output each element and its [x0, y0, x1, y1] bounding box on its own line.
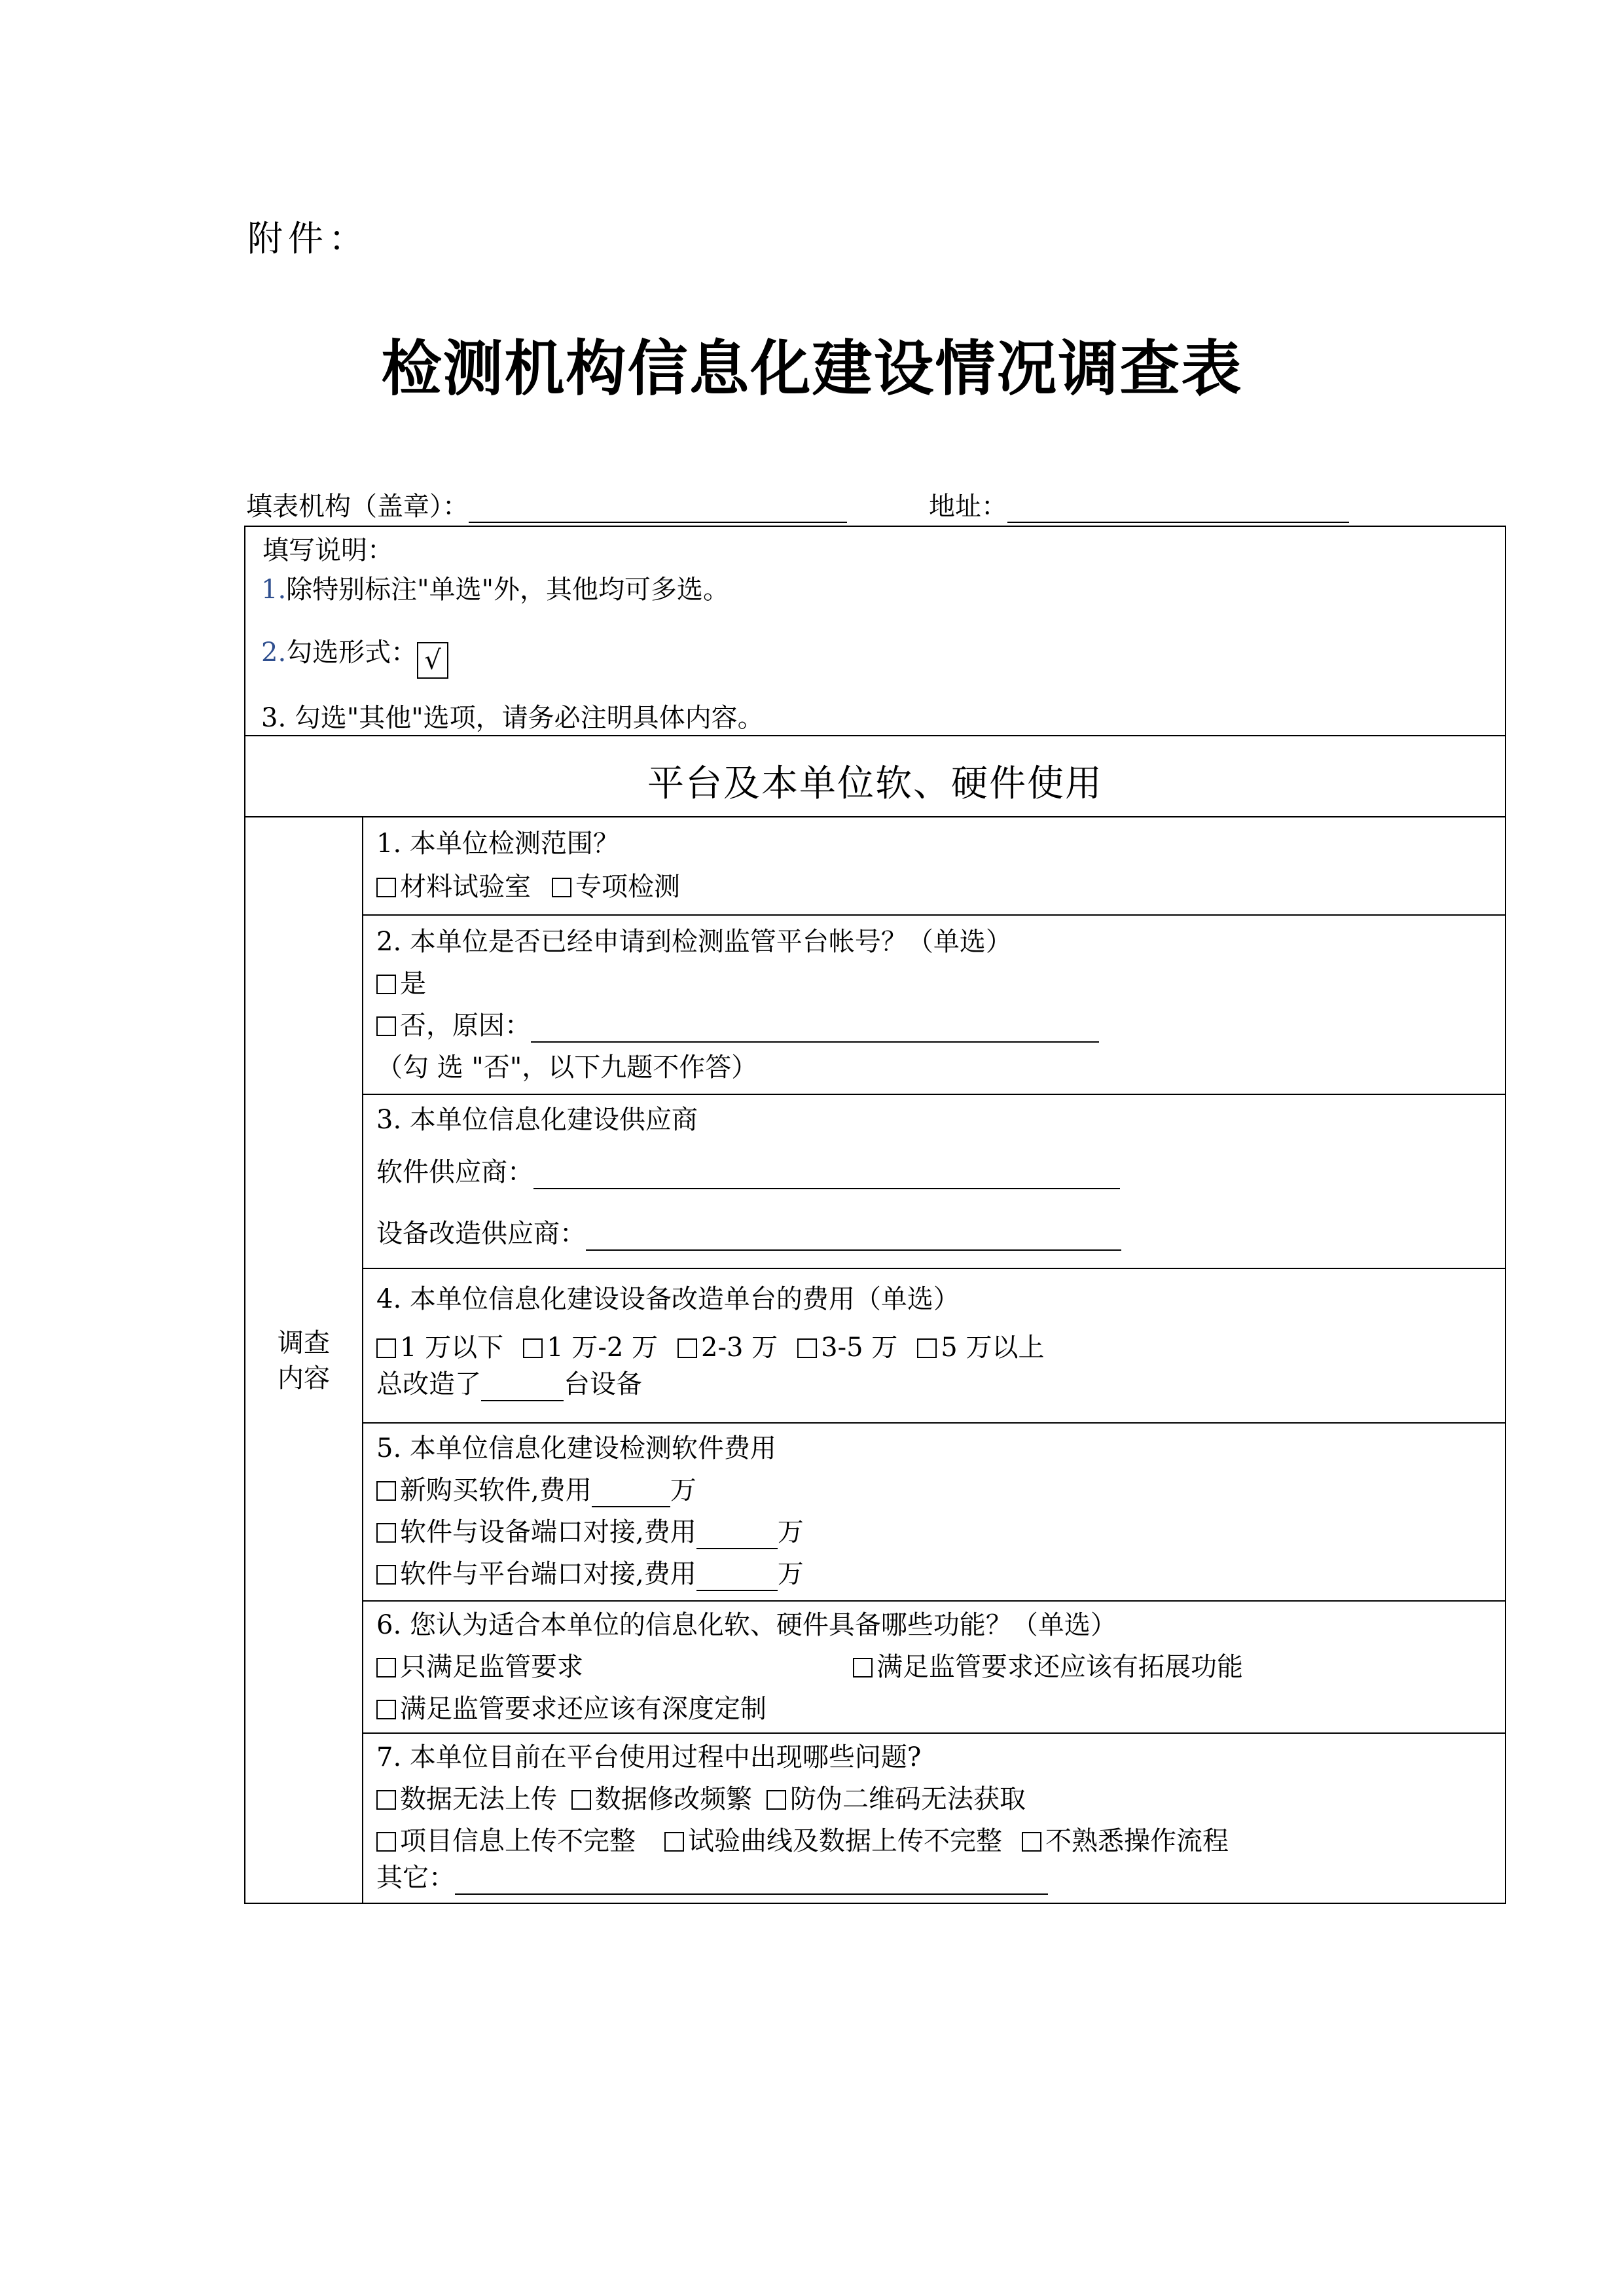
instruction-2-num: 2. — [261, 637, 287, 668]
q4-opt3: 2-3 万 — [701, 1333, 778, 1363]
q5-unit: 万 — [670, 1475, 696, 1505]
q7-other — [376, 1861, 1048, 1895]
q7-opt6: 不熟悉操作流程 — [1045, 1826, 1229, 1856]
q5-opt3-label: 软件与平台端口对接,费用 — [400, 1559, 696, 1589]
side-label-line2: 内容 — [278, 1363, 330, 1393]
q2-no — [376, 1009, 1099, 1043]
q2-yes-label: 是 — [400, 969, 426, 999]
q7-opt1: 数据无法上传 — [400, 1784, 557, 1814]
checkbox[interactable] — [376, 1658, 396, 1677]
q5-opt3-field[interactable] — [696, 1562, 778, 1591]
q7-row1 — [376, 1782, 1026, 1816]
q6-opt1-label: 只满足监管要求 — [400, 1652, 583, 1682]
checkmark-icon: √ — [417, 642, 448, 679]
q2-yes — [376, 967, 426, 1001]
checkbox[interactable] — [376, 878, 396, 897]
survey-table — [244, 526, 1506, 1904]
instruction-1-num: 1. — [261, 575, 287, 605]
address-field[interactable] — [1007, 495, 1349, 523]
q4-total — [376, 1367, 642, 1401]
row-divider — [362, 914, 1505, 916]
checkbox[interactable] — [376, 975, 396, 994]
q6-title: 6. 您认为适合本单位的信息化软、硬件具备哪些功能？（单选） — [376, 1610, 1117, 1640]
q5-opt2-label: 软件与设备端口对接,费用 — [400, 1517, 696, 1547]
q7-opt5: 试验曲线及数据上传不完整 — [688, 1826, 1002, 1856]
org-label: 填表机构（盖章）： — [246, 492, 469, 522]
q6-opt3 — [376, 1692, 767, 1726]
q5-opt1-label: 新购买软件,费用 — [400, 1475, 592, 1505]
checkbox[interactable] — [677, 1338, 697, 1358]
q7-other-field[interactable] — [455, 1866, 1048, 1895]
instruction-2-text: 勾选形式： — [286, 637, 418, 668]
q7-opt2: 数据修改频繁 — [595, 1784, 752, 1814]
q5-title: 5. 本单位信息化建设检测软件费用 — [376, 1433, 776, 1463]
side-label-line1: 调查 — [278, 1328, 330, 1358]
q4-opt2: 1 万-2 万 — [547, 1333, 659, 1363]
q5-opt2 — [376, 1515, 804, 1549]
checkbox[interactable] — [376, 1016, 396, 1036]
q3-equipment-label: 设备改造供应商： — [376, 1219, 586, 1249]
checkbox[interactable] — [376, 1790, 396, 1810]
page-title: 检测机构信息化建设情况调查表 — [381, 334, 1243, 404]
checkbox[interactable] — [853, 1658, 873, 1677]
attachment-label: 附件： — [247, 218, 369, 259]
instruction-1 — [261, 573, 729, 607]
checkbox[interactable] — [376, 1832, 396, 1852]
q3-equipment-field[interactable] — [586, 1222, 1121, 1251]
q4-total-suffix: 台设备 — [564, 1369, 642, 1399]
q5-unit: 万 — [777, 1517, 804, 1547]
q3-software — [376, 1155, 1120, 1189]
checkbox[interactable] — [376, 1523, 396, 1543]
q2-note: （勾 选 "否"，以下九题不作答） — [376, 1052, 758, 1083]
row-divider — [245, 735, 1505, 736]
row-divider — [362, 1422, 1505, 1424]
q5-unit: 万 — [777, 1559, 804, 1589]
q6-opt1 — [376, 1650, 583, 1684]
q7-row2 — [376, 1824, 1229, 1858]
instruction-3: 3. 勾选"其他"选项，请务必注明具体内容。 — [261, 703, 764, 733]
q5-opt1-field[interactable] — [592, 1479, 670, 1507]
instructions-heading: 填写说明： — [262, 535, 393, 565]
checkbox[interactable] — [571, 1790, 591, 1810]
q3-software-label: 软件供应商： — [376, 1157, 533, 1187]
q6-opt2-label: 满足监管要求还应该有拓展功能 — [876, 1652, 1243, 1682]
checkbox[interactable] — [767, 1790, 786, 1810]
fill-row — [246, 486, 1349, 523]
org-field[interactable] — [469, 495, 847, 523]
q1-opt1: 材料试验室 — [400, 872, 531, 902]
q4-opt1: 1 万以下 — [400, 1333, 504, 1363]
section-heading: 平台及本单位软、硬件使用 — [647, 762, 1103, 805]
row-divider — [362, 1732, 1505, 1734]
q2-no-label: 否，原因： — [400, 1011, 531, 1041]
checkbox[interactable] — [376, 1565, 396, 1585]
q3-title: 3. 本单位信息化建设供应商 — [376, 1105, 698, 1135]
checkbox[interactable] — [523, 1338, 543, 1358]
q5-opt2-field[interactable] — [696, 1520, 778, 1549]
instruction-1-text: 除特别标注"单选"外，其他均可多选。 — [286, 575, 729, 605]
q3-software-field[interactable] — [533, 1160, 1120, 1189]
row-divider — [245, 816, 1505, 817]
checkbox[interactable] — [797, 1338, 817, 1358]
q6-opt3-label: 满足监管要求还应该有深度定制 — [400, 1694, 767, 1724]
q7-opt3: 防伪二维码无法获取 — [790, 1784, 1026, 1814]
q4-options — [376, 1331, 1044, 1365]
q4-total-field[interactable] — [481, 1372, 564, 1401]
checkbox[interactable] — [1022, 1832, 1041, 1852]
q4-opt5: 5 万以上 — [941, 1333, 1045, 1363]
checkbox[interactable] — [376, 1338, 396, 1358]
q7-title: 7. 本单位目前在平台使用过程中出现哪些问题? — [376, 1742, 922, 1772]
q4-title: 4. 本单位信息化建设设备改造单台的费用（单选） — [376, 1284, 960, 1314]
q5-opt3 — [376, 1557, 804, 1591]
row-divider — [362, 1600, 1505, 1602]
instruction-2 — [261, 636, 448, 679]
q3-equipment — [376, 1217, 1121, 1251]
column-divider — [362, 816, 363, 1903]
q1-options — [376, 870, 680, 904]
row-divider — [362, 1268, 1505, 1269]
q4-opt4: 3-5 万 — [821, 1333, 898, 1363]
checkbox[interactable] — [552, 878, 571, 897]
checkbox[interactable] — [376, 1700, 396, 1719]
checkbox[interactable] — [917, 1338, 937, 1358]
address-label: 地址： — [929, 492, 1007, 522]
q7-other-label: 其它： — [376, 1863, 455, 1893]
q2-title: 2. 本单位是否已经申请到检测监管平台帐号？（单选） — [376, 927, 1012, 957]
q1-title: 1. 本单位检测范围？ — [376, 829, 619, 859]
q1-opt2: 专项检测 — [575, 872, 680, 902]
q4-total-prefix: 总改造了 — [376, 1369, 481, 1399]
checkbox[interactable] — [664, 1832, 684, 1852]
checkbox[interactable] — [376, 1481, 396, 1501]
q2-reason-field[interactable] — [531, 1014, 1099, 1043]
q5-opt1 — [376, 1473, 696, 1507]
side-label — [245, 1325, 362, 1396]
row-divider — [362, 1094, 1505, 1095]
q7-opt4: 项目信息上传不完整 — [400, 1826, 636, 1856]
q6-opt2 — [853, 1650, 1243, 1684]
